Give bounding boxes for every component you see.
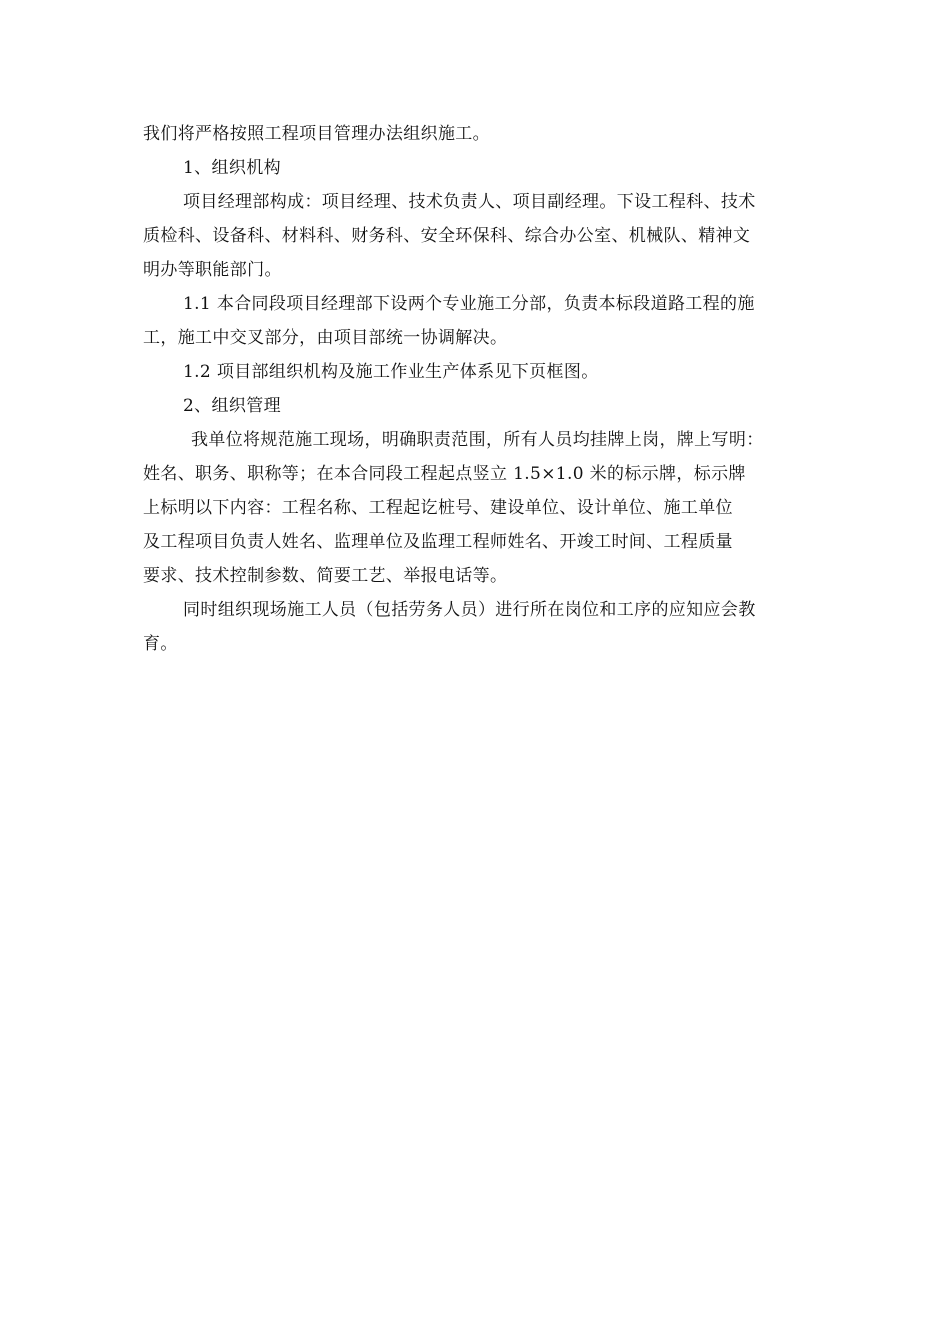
section-heading-organization-management: 2、组织管理 (183, 396, 281, 416)
paragraph-line: 明办等职能部门。 (143, 260, 282, 280)
paragraph-line: 我们将严格按照工程项目管理办法组织施工。 (143, 124, 490, 144)
paragraph-line: 工，施工中交叉部分，由项目部统一协调解决。 (143, 328, 508, 348)
paragraph-line: 上标明以下内容：工程名称、工程起讫桩号、建设单位、设计单位、施工单位 (143, 498, 733, 518)
paragraph-line: 质检科、设备科、材料科、财务科、安全环保科、综合办公室、机械队、精神文 (143, 226, 751, 246)
paragraph-line: 姓名、职务、职称等；在本合同段工程起点竖立 1.5×1.0 米的标示牌，标示牌 (143, 464, 746, 484)
paragraph-line: 1.2 项目部组织机构及施工作业生产体系见下页框图。 (183, 362, 599, 382)
document-body (143, 117, 811, 661)
section-heading-organization-structure: 1、组织机构 (183, 158, 281, 178)
paragraph-line: 育。 (143, 634, 178, 654)
paragraph-line: 1.1 本合同段项目经理部下设两个专业施工分部，负责本标段道路工程的施 (183, 294, 755, 314)
paragraph-line: 同时组织现场施工人员（包括劳务人员）进行所在岗位和工序的应知应会教 (183, 600, 756, 620)
paragraph-line: 要求、技术控制参数、简要工艺、举报电话等。 (143, 566, 508, 586)
paragraph-line: 及工程项目负责人姓名、监理单位及监理工程师姓名、开竣工时间、工程质量 (143, 532, 733, 552)
paragraph-line: 项目经理部构成：项目经理、技术负责人、项目副经理。下设工程科、技术 (183, 192, 756, 212)
paragraph-line: 我单位将规范施工现场，明确职责范围，所有人员均挂牌上岗，牌上写明： (191, 430, 764, 450)
